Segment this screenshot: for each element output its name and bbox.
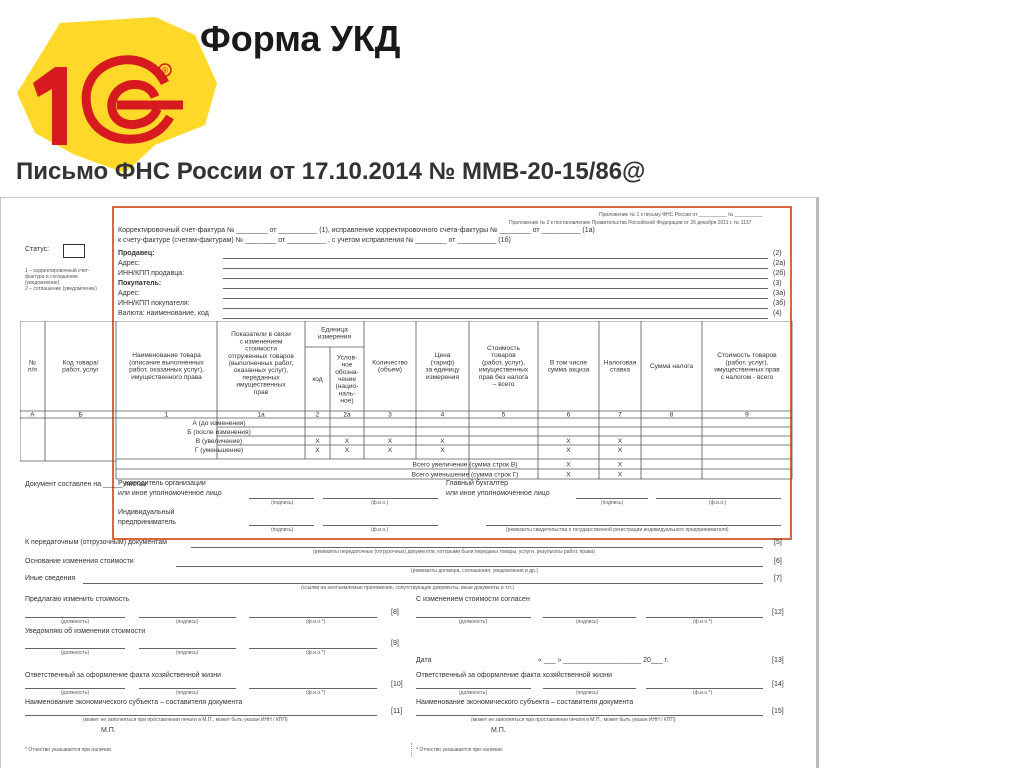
header-name: работ, оказанных услуг), <box>129 366 204 374</box>
total-label: Всего уменьшение (сумма строк Г) <box>411 471 519 479</box>
fio-caption: (ф.и.о.*) <box>693 690 713 696</box>
appendix-line-1: Приложение № 1 к письму ФНС России от __________ № __________ <box>599 212 763 218</box>
seller-inn-num: (2б) <box>773 270 786 277</box>
row-label: Б (после изменения) <box>187 429 251 436</box>
doc-sheets-label: Документ составлен на _____ листах <box>25 481 147 488</box>
row-label: В (увеличение) <box>195 438 243 445</box>
header-unit-code: код <box>312 376 323 383</box>
propose-change-num: [8] <box>391 609 399 616</box>
stamp-note: (может не заполняться при проставлении печати в М.П., может быть указан ИНН / КПП) <box>471 717 676 723</box>
date-label: Дата <box>416 657 432 664</box>
header-cost: имущественных <box>478 366 529 374</box>
column-number: 8 <box>669 411 674 419</box>
header-name: Наименование товара <box>132 352 201 360</box>
header-total: Стоимость товаров <box>717 352 777 360</box>
header-unit: измерения <box>317 333 352 341</box>
notify-change-label: Уведомляю об изменении стоимости <box>25 628 146 635</box>
mp-right: М.П. <box>491 727 506 734</box>
header-unit-name: (нацио- <box>335 383 359 391</box>
fio-caption: (ф.и.о.*) <box>693 619 713 625</box>
responsible-left-label: Ответственный за оформление факта хозяйственной жизни <box>25 672 222 679</box>
cross-mark: X <box>315 447 320 454</box>
header-indicators: переданных <box>242 374 280 382</box>
header-unit-name: ное <box>341 361 353 369</box>
1c-logo <box>5 5 220 175</box>
fio-caption: (ф.и.о.) <box>371 527 389 533</box>
header-indicators: Показатели в связи <box>231 331 291 339</box>
cross-mark: X <box>344 447 350 454</box>
cross-mark: X <box>566 447 571 454</box>
header-name: (описание выполненных <box>129 359 204 367</box>
transfer-docs-num: [5] <box>774 539 782 546</box>
propose-change-label: Предлагаю изменить стоимость <box>25 596 130 603</box>
buyer-address-num: (3а) <box>773 290 786 297</box>
cross-mark: X <box>387 438 393 445</box>
transfer-docs-label: К передаточным (отгрузочным) документам <box>25 539 167 546</box>
buyer-inn-num: (3б) <box>773 300 786 307</box>
header-cost: Стоимость <box>486 345 521 352</box>
header-indicators: отгруженных товаров <box>228 352 294 360</box>
entity-left-label: Наименование экономического субъекта – составителя документа <box>25 699 243 706</box>
column-number: 1а <box>257 411 265 419</box>
cross-mark: X <box>617 461 623 469</box>
entrepreneur-label: Индивидуальный <box>118 509 175 516</box>
date-num: [13] <box>772 657 784 664</box>
fio-caption: (ф.и.о.) <box>709 500 727 506</box>
cross-mark: X <box>387 447 393 454</box>
entity-left-num: [11] <box>391 708 403 715</box>
column-number: 4 <box>440 411 445 419</box>
header-qty: Количество <box>372 359 408 367</box>
mp-left: М.П. <box>101 727 116 734</box>
head-label-2: или иное уполномоченное лицо <box>118 490 222 497</box>
entity-right-num: [15] <box>772 708 784 715</box>
header-unit-name: обозна- <box>335 368 359 376</box>
entity-right-label: Наименование экономического субъекта – составителя документа <box>416 699 634 706</box>
change-basis-num: [6] <box>774 558 782 565</box>
cross-mark: X <box>315 438 320 445</box>
header-rate: ставка <box>609 366 631 374</box>
column-number: Б <box>78 411 83 419</box>
slide-title: Форма УКД <box>200 18 401 59</box>
header-indicators: стоимости <box>245 345 277 353</box>
other-info-label: Иные сведения <box>25 575 76 582</box>
header-total: с налогом - всего <box>720 373 774 381</box>
status-label: Статус: <box>25 246 50 253</box>
buyer-inn-label: ИНН/КПП покупателя: <box>118 300 190 307</box>
header-excise: В том числе <box>549 359 588 367</box>
appendix-line-2: Приложение № 2 к постановлению Правительства Российской Федерации от 26 декабря 2011 г. № 1137 <box>509 220 752 226</box>
cross-mark: X <box>440 438 445 445</box>
entrepreneur-label-2: предприниматель <box>118 519 176 526</box>
cross-mark: X <box>566 438 571 445</box>
responsible-right-num: [14] <box>772 681 784 688</box>
header-unit-name: ное) <box>340 397 354 405</box>
header-cost: товаров <box>491 352 516 360</box>
column-number: 6 <box>566 411 571 419</box>
header-indicators: (выполненных работ, <box>228 360 294 367</box>
fio-caption: (ф.и.о.*) <box>306 619 326 625</box>
header-price: Цена <box>434 352 451 360</box>
seller-address-num: (2а) <box>773 260 786 267</box>
change-basis-caption: (реквизиты договора, соглашения, уведомления и др.) <box>411 568 538 574</box>
header-indicators: прав <box>253 388 269 396</box>
currency-num: (4) <box>773 310 782 317</box>
header-excise: сумма акциза <box>547 366 590 374</box>
cross-mark: X <box>617 471 623 479</box>
header-unit-name: Услов- <box>336 354 358 362</box>
column-number: 7 <box>618 411 622 419</box>
header-cost: – всего <box>492 381 515 388</box>
fio-caption: (ф.и.о.*) <box>306 650 326 656</box>
header-unit-name: чение <box>337 376 357 383</box>
status-note: фактура и соглашение <box>25 274 78 280</box>
cross-mark: X <box>566 461 571 469</box>
invoice-ref-line: к счету-фактуре (счетам-фактурам) № ________ от __________ , с учетом исправления № ________ от __________ (1б) <box>118 237 511 244</box>
status-input[interactable] <box>63 244 85 258</box>
accountant-label: Главный бухгалтер <box>446 480 508 487</box>
header-cost: прав без налога <box>478 373 529 381</box>
header-unit: Единица <box>321 326 348 334</box>
buyer-label: Покупатель: <box>118 280 162 287</box>
header-code: Код товара/ <box>62 359 99 367</box>
sig-caption: (подпись) <box>576 619 599 625</box>
column-number: 1 <box>164 411 169 419</box>
sig-caption: (подпись) <box>601 500 624 506</box>
cross-mark: X <box>617 438 623 445</box>
sig-caption: (подпись) <box>271 527 294 533</box>
status-note: (уведомление) <box>25 280 60 286</box>
table-grid-lines <box>20 321 792 479</box>
position-caption: (должность) <box>61 619 90 625</box>
header-total: имущественных прав <box>714 366 780 374</box>
responsible-right-label: Ответственный за оформление факта хозяйственной жизни <box>416 672 613 679</box>
header-code: работ, услуг <box>62 366 99 374</box>
column-number: 9 <box>745 411 749 419</box>
head-label: Руководитель организации <box>118 480 206 487</box>
column-number: 2а <box>343 411 351 419</box>
footnote-right: * Отчество указывается при наличии. <box>416 747 504 753</box>
agree-change-num: [12] <box>772 609 784 616</box>
invoice-line: Корректировочный счет-фактура № ________ от __________ (1), исправление корректировочного счета-фактуры № ________ от __________ (1а) <box>118 227 595 234</box>
responsible-left-num: [10] <box>391 681 403 688</box>
column-number: А <box>30 411 35 419</box>
header-qty: (объем) <box>378 366 402 374</box>
ukd-form-document <box>0 197 819 768</box>
table-text <box>28 326 780 478</box>
slide-subtitle: Письмо ФНС России от 17.10.2014 № ММВ-20-15/86@ <box>16 158 646 185</box>
header-price: измерения <box>425 373 460 381</box>
header-num: № <box>28 359 37 367</box>
currency-label: Валюта: наименование, код <box>118 310 209 317</box>
status-note: 2 – соглашение (уведомление) <box>25 286 97 292</box>
header-price: (тариф) <box>430 359 455 367</box>
cross-mark: X <box>440 447 445 454</box>
fio-caption: (ф.и.о.*) <box>306 690 326 696</box>
column-number: 5 <box>501 411 506 419</box>
seller-label: Продавец: <box>118 250 155 257</box>
header-price: за единицу <box>425 366 460 374</box>
buyer-address-label: Адрес: <box>118 290 140 297</box>
seller-inn-label: ИНН/КПП продавца: <box>118 270 185 277</box>
row-label: Г (уменьшение) <box>194 447 244 454</box>
fio-caption: (ф.и.о.) <box>371 500 389 506</box>
total-label: Всего увеличение (сумма строк В) <box>412 461 518 469</box>
sig-caption: (подпись) <box>176 690 199 696</box>
header-indicators: с изменением <box>239 338 283 346</box>
buyer-num: (3) <box>773 280 782 287</box>
position-caption: (должность) <box>459 619 488 625</box>
header-indicators: оказанных услуг), <box>233 367 289 375</box>
goods-table <box>20 321 795 481</box>
stamp-note: (может не заполняться при проставлении печати в М.П., может быть указан ИНН / КПП) <box>83 717 288 723</box>
other-info-caption: (ссылки на неотъемлемые приложения, сопутствующие документы, иные документы и т.п.) <box>301 585 514 591</box>
accountant-label-2: или иное уполномоченное лицо <box>446 490 550 497</box>
registered-mark: ® <box>162 66 168 75</box>
sig-caption: (подпись) <box>176 650 199 656</box>
agree-change-label: С изменением стоимости согласен <box>416 596 530 603</box>
position-caption: (должность) <box>61 650 90 656</box>
sig-caption: (подпись) <box>271 500 294 506</box>
seller-num: (2) <box>773 250 782 257</box>
header-cost: (работ, услуг), <box>482 359 525 367</box>
header-tax: Сумма налога <box>649 363 694 370</box>
position-caption: (должность) <box>459 690 488 696</box>
header-num: п/п <box>28 366 37 374</box>
position-caption: (должность) <box>61 690 90 696</box>
other-info-num: [7] <box>774 575 782 582</box>
header-name: имущественного права <box>131 373 202 381</box>
transfer-docs-caption: (реквизиты передаточных (отгрузочных) документов, которыми были переданы товары, услуги, результаты работ, права) <box>313 549 595 555</box>
change-basis-label: Основание изменения стоимости <box>25 558 134 565</box>
column-number: 3 <box>388 411 392 419</box>
cert-caption: (реквизиты свидетельства о государственной регистрации индивидуального предпринимателя) <box>506 527 729 533</box>
header-rate: Налоговая <box>603 359 637 367</box>
header-indicators: имущественных <box>236 381 286 389</box>
cross-mark: X <box>344 438 350 445</box>
seller-address-label: Адрес: <box>118 260 140 267</box>
row-label: А (до изменения) <box>192 420 246 427</box>
sig-caption: (подпись) <box>576 690 599 696</box>
cross-mark: X <box>617 447 623 454</box>
header-unit-name: наль- <box>338 390 356 398</box>
notify-change-num: [9] <box>391 640 399 647</box>
sig-caption: (подпись) <box>176 619 199 625</box>
date-value[interactable]: « ___ » ____________________ 20___ г. <box>538 657 669 664</box>
footnote-left: * Отчество указывается при наличии. <box>25 747 113 753</box>
header-total: (работ, услуг), <box>725 359 769 367</box>
column-number: 2 <box>315 411 320 419</box>
cross-mark: X <box>566 471 571 479</box>
status-note: 1 – корректировочный счет- <box>25 268 90 274</box>
